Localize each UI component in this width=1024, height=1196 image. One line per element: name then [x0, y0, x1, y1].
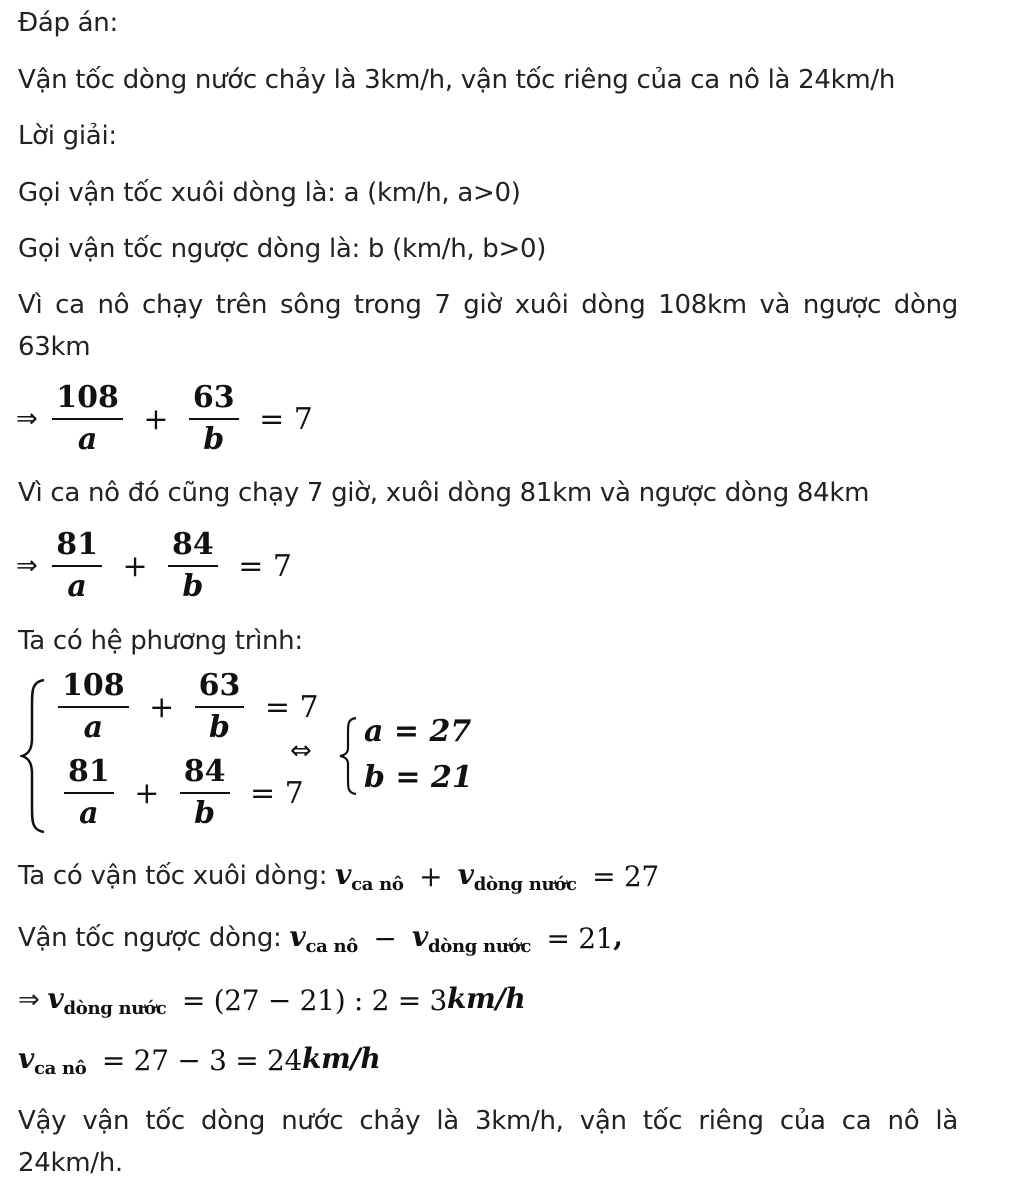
left-brace-small — [338, 716, 360, 796]
denominator: a — [77, 422, 98, 457]
equals-rhs: = 7 — [250, 775, 304, 811]
var-v: v — [335, 858, 352, 891]
fraction-81-over-a — [52, 527, 102, 605]
implies-arrow: ⇒ — [16, 551, 38, 581]
implies-arrow: ⇒ — [16, 404, 38, 434]
downstream-equation — [335, 858, 665, 895]
equivalence-arrow: ⇔ — [290, 736, 312, 766]
solution-a — [364, 714, 471, 749]
system-row-2 — [60, 754, 310, 832]
fraction-84-over-b — [168, 527, 218, 605]
unit: km/h — [447, 982, 526, 1015]
equation-2 — [16, 527, 298, 605]
subscript: dòng nước — [63, 998, 167, 1019]
var-v: v — [457, 858, 474, 891]
numerator: 63 — [189, 380, 239, 420]
let-b-line: Gọi vận tốc ngược dòng là: b (km/h, b>0) — [18, 234, 547, 264]
operator: − — [373, 921, 397, 955]
denominator: a — [79, 796, 99, 831]
denominator: b — [182, 569, 204, 604]
solution-b-text: b = 21 — [364, 760, 473, 795]
condition-1-line-2: 63km — [18, 332, 91, 362]
numerator: 84 — [168, 527, 218, 567]
fraction-84-over-b — [180, 754, 230, 832]
var-v: v — [47, 982, 64, 1015]
system-row-1 — [54, 668, 325, 746]
denominator: b — [194, 796, 216, 831]
numerator: 84 — [180, 754, 230, 794]
water-velocity-equation — [47, 982, 526, 1019]
conclusion-line-1: Vậy vận tốc dòng nước chảy là 3km/h, vận tốc riêng của ca nô là — [18, 1106, 958, 1136]
boat-velocity-equation — [18, 1042, 381, 1079]
fraction-108-over-a — [52, 380, 123, 458]
plus-sign: + — [122, 548, 148, 584]
comma: , — [613, 920, 623, 953]
equals-rhs: = 7 — [264, 689, 319, 725]
system-label: Ta có hệ phương trình: — [18, 626, 303, 656]
subscript: ca nô — [33, 1058, 87, 1079]
fraction-63-over-b — [195, 668, 245, 746]
water-velocity-line — [18, 982, 525, 1026]
downstream-label: Ta có vận tốc xuôi dòng: — [18, 861, 328, 891]
var-v: v — [412, 920, 429, 953]
numerator: 108 — [52, 380, 123, 420]
left-brace-large — [20, 676, 50, 836]
boat-velocity-line — [18, 1042, 380, 1086]
plus-sign: + — [134, 775, 160, 811]
subscript: ca nô — [305, 936, 358, 957]
condition-2-line: Vì ca nô đó cũng chạy 7 giờ, xuôi dòng 81km và ngược dòng 84km — [18, 478, 870, 508]
denominator: b — [203, 422, 225, 457]
let-a-line: Gọi vận tốc xuôi dòng là: a (km/h, a>0) — [18, 178, 521, 208]
subscript: ca nô — [351, 874, 404, 895]
condition-1-line-1: Vì ca nô chạy trên sông trong 7 giờ xuôi dòng 108km và ngược dòng — [18, 290, 958, 320]
upstream-label: Vận tốc ngược dòng: — [18, 923, 282, 953]
denominator: b — [209, 710, 231, 745]
upstream-equation — [289, 920, 623, 957]
downstream-line — [18, 858, 665, 902]
numerator: 81 — [64, 754, 114, 794]
numerator: 81 — [52, 527, 102, 567]
equals-rhs: = 7 — [238, 548, 293, 584]
subscript: dòng nước — [428, 936, 531, 957]
equals-rhs: = (27 − 21) : 2 = 3 — [181, 983, 448, 1017]
equals-rhs: = 7 — [259, 401, 313, 437]
answer-text: Vận tốc dòng nước chảy là 3km/h, vận tốc riêng của ca nô là 24km/h — [18, 65, 895, 95]
solution-b — [364, 760, 473, 795]
plus-sign: + — [149, 689, 175, 725]
var-v: v — [18, 1042, 34, 1075]
equals-rhs: = 27 — [592, 859, 659, 893]
denominator: a — [67, 569, 87, 604]
solution-a-text: a = 27 — [364, 714, 472, 749]
implies-arrow: ⇒ — [18, 985, 40, 1015]
operator: + — [419, 859, 443, 893]
unit: km/h — [301, 1042, 381, 1075]
var-v: v — [289, 920, 306, 953]
equals-rhs: = 21 — [546, 921, 614, 955]
fraction-108-over-a — [58, 668, 129, 746]
numerator: 63 — [195, 668, 245, 708]
solution-label: Lời giải: — [18, 121, 117, 151]
fraction-63-over-b — [189, 380, 239, 458]
equals-rhs: = 27 − 3 = 24 — [101, 1043, 302, 1077]
plus-sign: + — [143, 401, 169, 437]
subscript: dòng nước — [473, 874, 577, 895]
numerator: 108 — [58, 668, 129, 708]
upstream-line — [18, 920, 623, 964]
denominator: a — [83, 710, 104, 745]
equation-1 — [16, 380, 319, 458]
conclusion-line-2: 24km/h. — [18, 1148, 123, 1178]
fraction-81-over-a — [64, 754, 114, 832]
answer-label: Đáp án: — [18, 8, 118, 38]
